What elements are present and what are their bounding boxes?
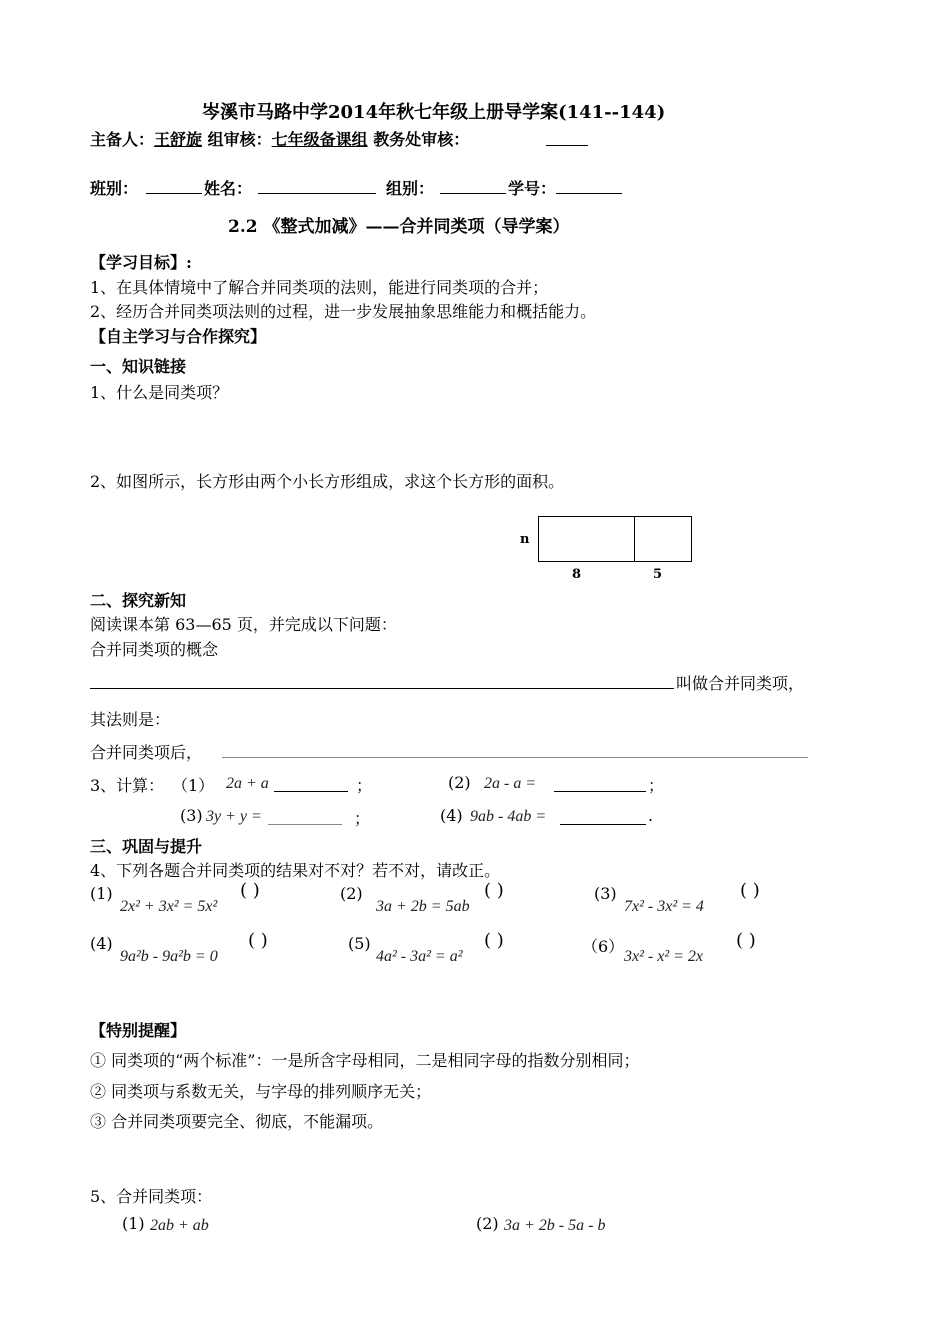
- part1-heading: 一、知识链接: [90, 357, 187, 376]
- page-title: 岑溪市马路中学2014年秋七年级上册导学案(141--144): [202, 102, 666, 123]
- reminder-item-3: ③ 合并同类项要完全、彻底，不能漏项。: [90, 1112, 384, 1131]
- calc-2-tail: ；: [648, 776, 665, 795]
- judge-3-num: (3): [594, 884, 617, 903]
- q5-item-1-expr: 2ab + ab: [150, 1217, 209, 1234]
- rectangle-divider: [634, 517, 635, 561]
- part2-heading: 二、探究新知: [90, 591, 187, 610]
- question-5: 5、合并同类项：: [90, 1187, 213, 1206]
- calc-2-expr: 2a - a =: [484, 775, 537, 792]
- goal-item-1: 1、在具体情境中了解合并同类项的法则，能进行同类项的合并；: [90, 278, 549, 297]
- judge-6-answer[interactable]: ( ): [736, 930, 756, 951]
- figure-bottom-right-label: 5: [653, 567, 663, 582]
- judge-5-answer[interactable]: ( ): [484, 930, 504, 951]
- calc-1-num: （1）: [172, 776, 215, 795]
- judge-3-answer[interactable]: ( ): [740, 880, 760, 901]
- calc-label: 3、计算：: [90, 776, 165, 795]
- judge-2-expr: 3a + 2b = 5ab: [376, 898, 470, 915]
- judge-1-answer[interactable]: ( ): [240, 880, 260, 901]
- question-2: 2、如图所示，长方形由两个小长方形组成，求这个长方形的面积。: [90, 472, 565, 491]
- reading-instruction: 阅读课本第 63—65 页，并完成以下问题：: [90, 615, 397, 634]
- group-blank[interactable]: [440, 193, 506, 194]
- after-merge-blank[interactable]: [222, 757, 808, 758]
- preparer-row: [90, 127, 469, 150]
- reminder-item-1: ① 同类项的“两个标准”：一是所含字母相同，二是相同字母的指数分别相同；: [90, 1051, 640, 1070]
- calc-2-blank[interactable]: [554, 791, 646, 792]
- q5-item-2-num: (2): [476, 1214, 499, 1233]
- judge-6-expr: 3x² - x² = 2x: [624, 948, 704, 965]
- judge-4-answer[interactable]: ( ): [248, 930, 268, 951]
- class-blank[interactable]: [146, 193, 202, 194]
- class-label: 班别：: [90, 179, 139, 198]
- after-merge-label: 合并同类项后，: [90, 743, 203, 762]
- number-blank[interactable]: [556, 193, 622, 194]
- self-study-heading: 【自主学习与合作探究】: [90, 327, 267, 346]
- judge-5-num: (5): [348, 934, 371, 953]
- judge-2-answer[interactable]: ( ): [484, 880, 504, 901]
- q5-item-1-num: (1): [122, 1214, 145, 1233]
- calc-3-num: (3): [180, 806, 203, 825]
- calc-1-blank[interactable]: [274, 791, 348, 792]
- judge-1-expr: 2x² + 3x² = 5x²: [120, 898, 218, 915]
- calc-1-tail: ；: [356, 776, 373, 795]
- question-1: 1、什么是同类项？: [90, 383, 229, 402]
- judge-1-num: (1): [90, 884, 113, 903]
- part3-heading: 三、巩固与提升: [90, 837, 203, 856]
- rectangle-figure: [538, 516, 692, 562]
- concept-blank[interactable]: [90, 688, 674, 689]
- judge-2-num: (2): [340, 884, 363, 903]
- reminder-heading: 【特别提醒】: [90, 1021, 187, 1040]
- calc-2-num: (2): [448, 773, 471, 792]
- judge-3-expr: 7x² - 3x² = 4: [624, 898, 704, 915]
- question-4: 4、下列各题合并同类项的结果对不对？若不对，请改正。: [90, 861, 501, 880]
- goals-heading: 【学习目标】:: [90, 253, 192, 272]
- concept-suffix: 叫做合并同类项，: [676, 674, 805, 693]
- judge-4-num: (4): [90, 934, 113, 953]
- group-review-label: 组审核：: [207, 130, 272, 149]
- office-review-blank[interactable]: [546, 145, 588, 146]
- calc-3-blank[interactable]: [268, 824, 342, 825]
- calc-3-expr: 3y + y =: [206, 808, 262, 825]
- number-label: 学号：: [508, 179, 557, 198]
- q5-item-2-expr: 3a + 2b - 5a - b: [504, 1217, 606, 1234]
- judge-4-expr: 9a²b - 9a²b = 0: [120, 948, 218, 965]
- figure-bottom-left-label: 8: [572, 567, 582, 582]
- name-blank[interactable]: [258, 193, 376, 194]
- judge-5-expr: 4a² - 3a² = a²: [376, 948, 463, 965]
- preparer-name: 王舒旋: [154, 130, 203, 149]
- calc-3-tail: ；: [354, 809, 371, 828]
- calc-4-tail: .: [648, 806, 654, 825]
- judge-6-num: （6）: [582, 937, 625, 956]
- goal-item-2: 2、经历合并同类项法则的过程，进一步发展抽象思维能力和概括能力。: [90, 302, 597, 321]
- group-label: 组别：: [386, 179, 435, 198]
- lesson-title: 2.2 《整式加减》——合并同类项（导学案）: [228, 217, 570, 237]
- office-review-label: 教务处审核：: [373, 130, 470, 149]
- calc-4-expr: 9ab - 4ab =: [470, 808, 547, 825]
- group-review-name: 七年级备课组: [271, 130, 368, 149]
- rule-label: 其法则是：: [90, 710, 171, 729]
- calc-4-num: (4): [440, 806, 463, 825]
- reminder-item-2: ② 同类项与系数无关，与字母的排列顺序无关；: [90, 1082, 432, 1101]
- calc-1-expr: 2a + a: [226, 775, 269, 792]
- preparer-label: 主备人：: [90, 130, 155, 149]
- concept-label: 合并同类项的概念: [90, 640, 219, 659]
- figure-side-label: n: [520, 532, 530, 547]
- calc-4-blank[interactable]: [560, 824, 646, 825]
- name-label: 姓名：: [204, 179, 253, 198]
